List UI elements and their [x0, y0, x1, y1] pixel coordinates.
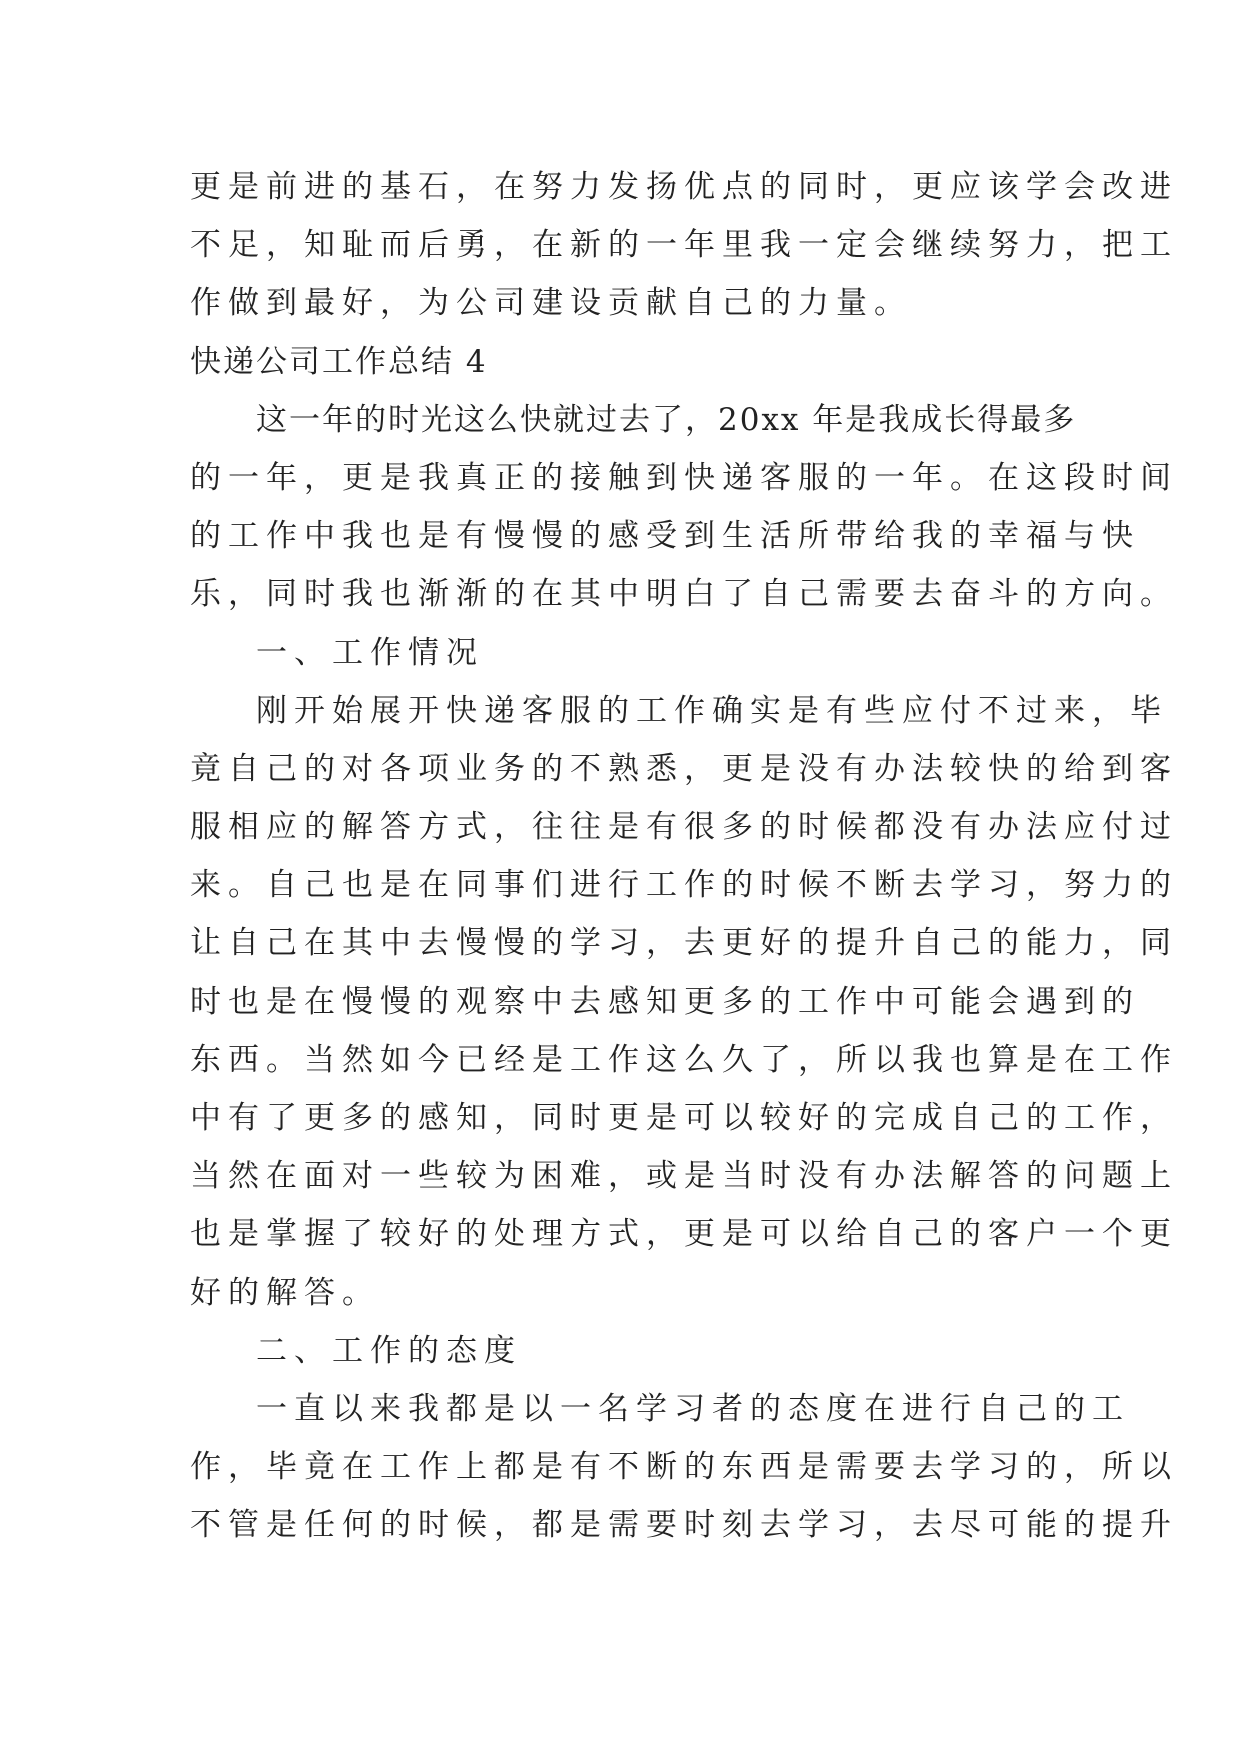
text-line: 中有了更多的感知，同时更是可以较好的完成自己的工作，	[190, 1100, 1178, 1136]
text-line: 刚开始展开快递客服的工作确实是有些应付不过来，毕	[256, 692, 1168, 729]
text-line: 作做到最好，为公司建设贡献自己的力量。	[190, 285, 912, 322]
text-line: 不足，知耻而后勇，在新的一年里我一定会继续努力，把工	[190, 227, 1178, 264]
text-line: 当然在面对一些较为困难，或是当时没有办法解答的问题上	[190, 1158, 1178, 1195]
text-line: 服相应的解答方式，往往是有很多的时候都没有办法应付过	[190, 809, 1178, 846]
text-line: 好的解答。	[190, 1274, 380, 1311]
subheading: 一、工作情况	[256, 634, 484, 671]
text-line: 作，毕竟在工作上都是有不断的东西是需要去学习的，所以	[190, 1449, 1178, 1486]
text-line: 的工作中我也是有慢慢的感受到生活所带给我的幸福与快	[190, 518, 1140, 555]
text-line: 这一年的时光这么快就过去了，20xx 年是我成长得最多	[256, 401, 1077, 438]
text-line: 竟自己的对各项业务的不熟悉，更是没有办法较快的给到客	[190, 750, 1178, 787]
document-body	[190, 158, 1178, 1555]
text-line: 的一年，更是我真正的接触到快递客服的一年。在这段时间	[190, 459, 1178, 496]
text-line: 东西。当然如今已经是工作这么久了，所以我也算是在工作	[190, 1041, 1178, 1078]
text-line: 不管是任何的时候，都是需要时刻去学习，去尽可能的提升	[190, 1507, 1178, 1544]
text-line: 乐，同时我也渐渐的在其中明白了自己需要去奋斗的方向。	[190, 576, 1178, 613]
section-title: 快递公司工作总结 4	[190, 343, 488, 380]
text-line: 更是前进的基石，在努力发扬优点的同时，更应该学会改进	[190, 169, 1178, 205]
text-line: 让自己在其中去慢慢的学习，去更好的提升自己的能力，同	[190, 925, 1178, 962]
text-line: 一直以来我都是以一名学习者的态度在进行自己的工	[256, 1390, 1130, 1427]
subheading: 二、工作的态度	[256, 1332, 522, 1369]
text-line: 时也是在慢慢的观察中去感知更多的工作中可能会遇到的	[190, 983, 1140, 1020]
text-line: 也是掌握了较好的处理方式，更是可以给自己的客户一个更	[190, 1216, 1178, 1253]
text-line: 来。自己也是在同事们进行工作的时候不断去学习，努力的	[190, 867, 1178, 904]
